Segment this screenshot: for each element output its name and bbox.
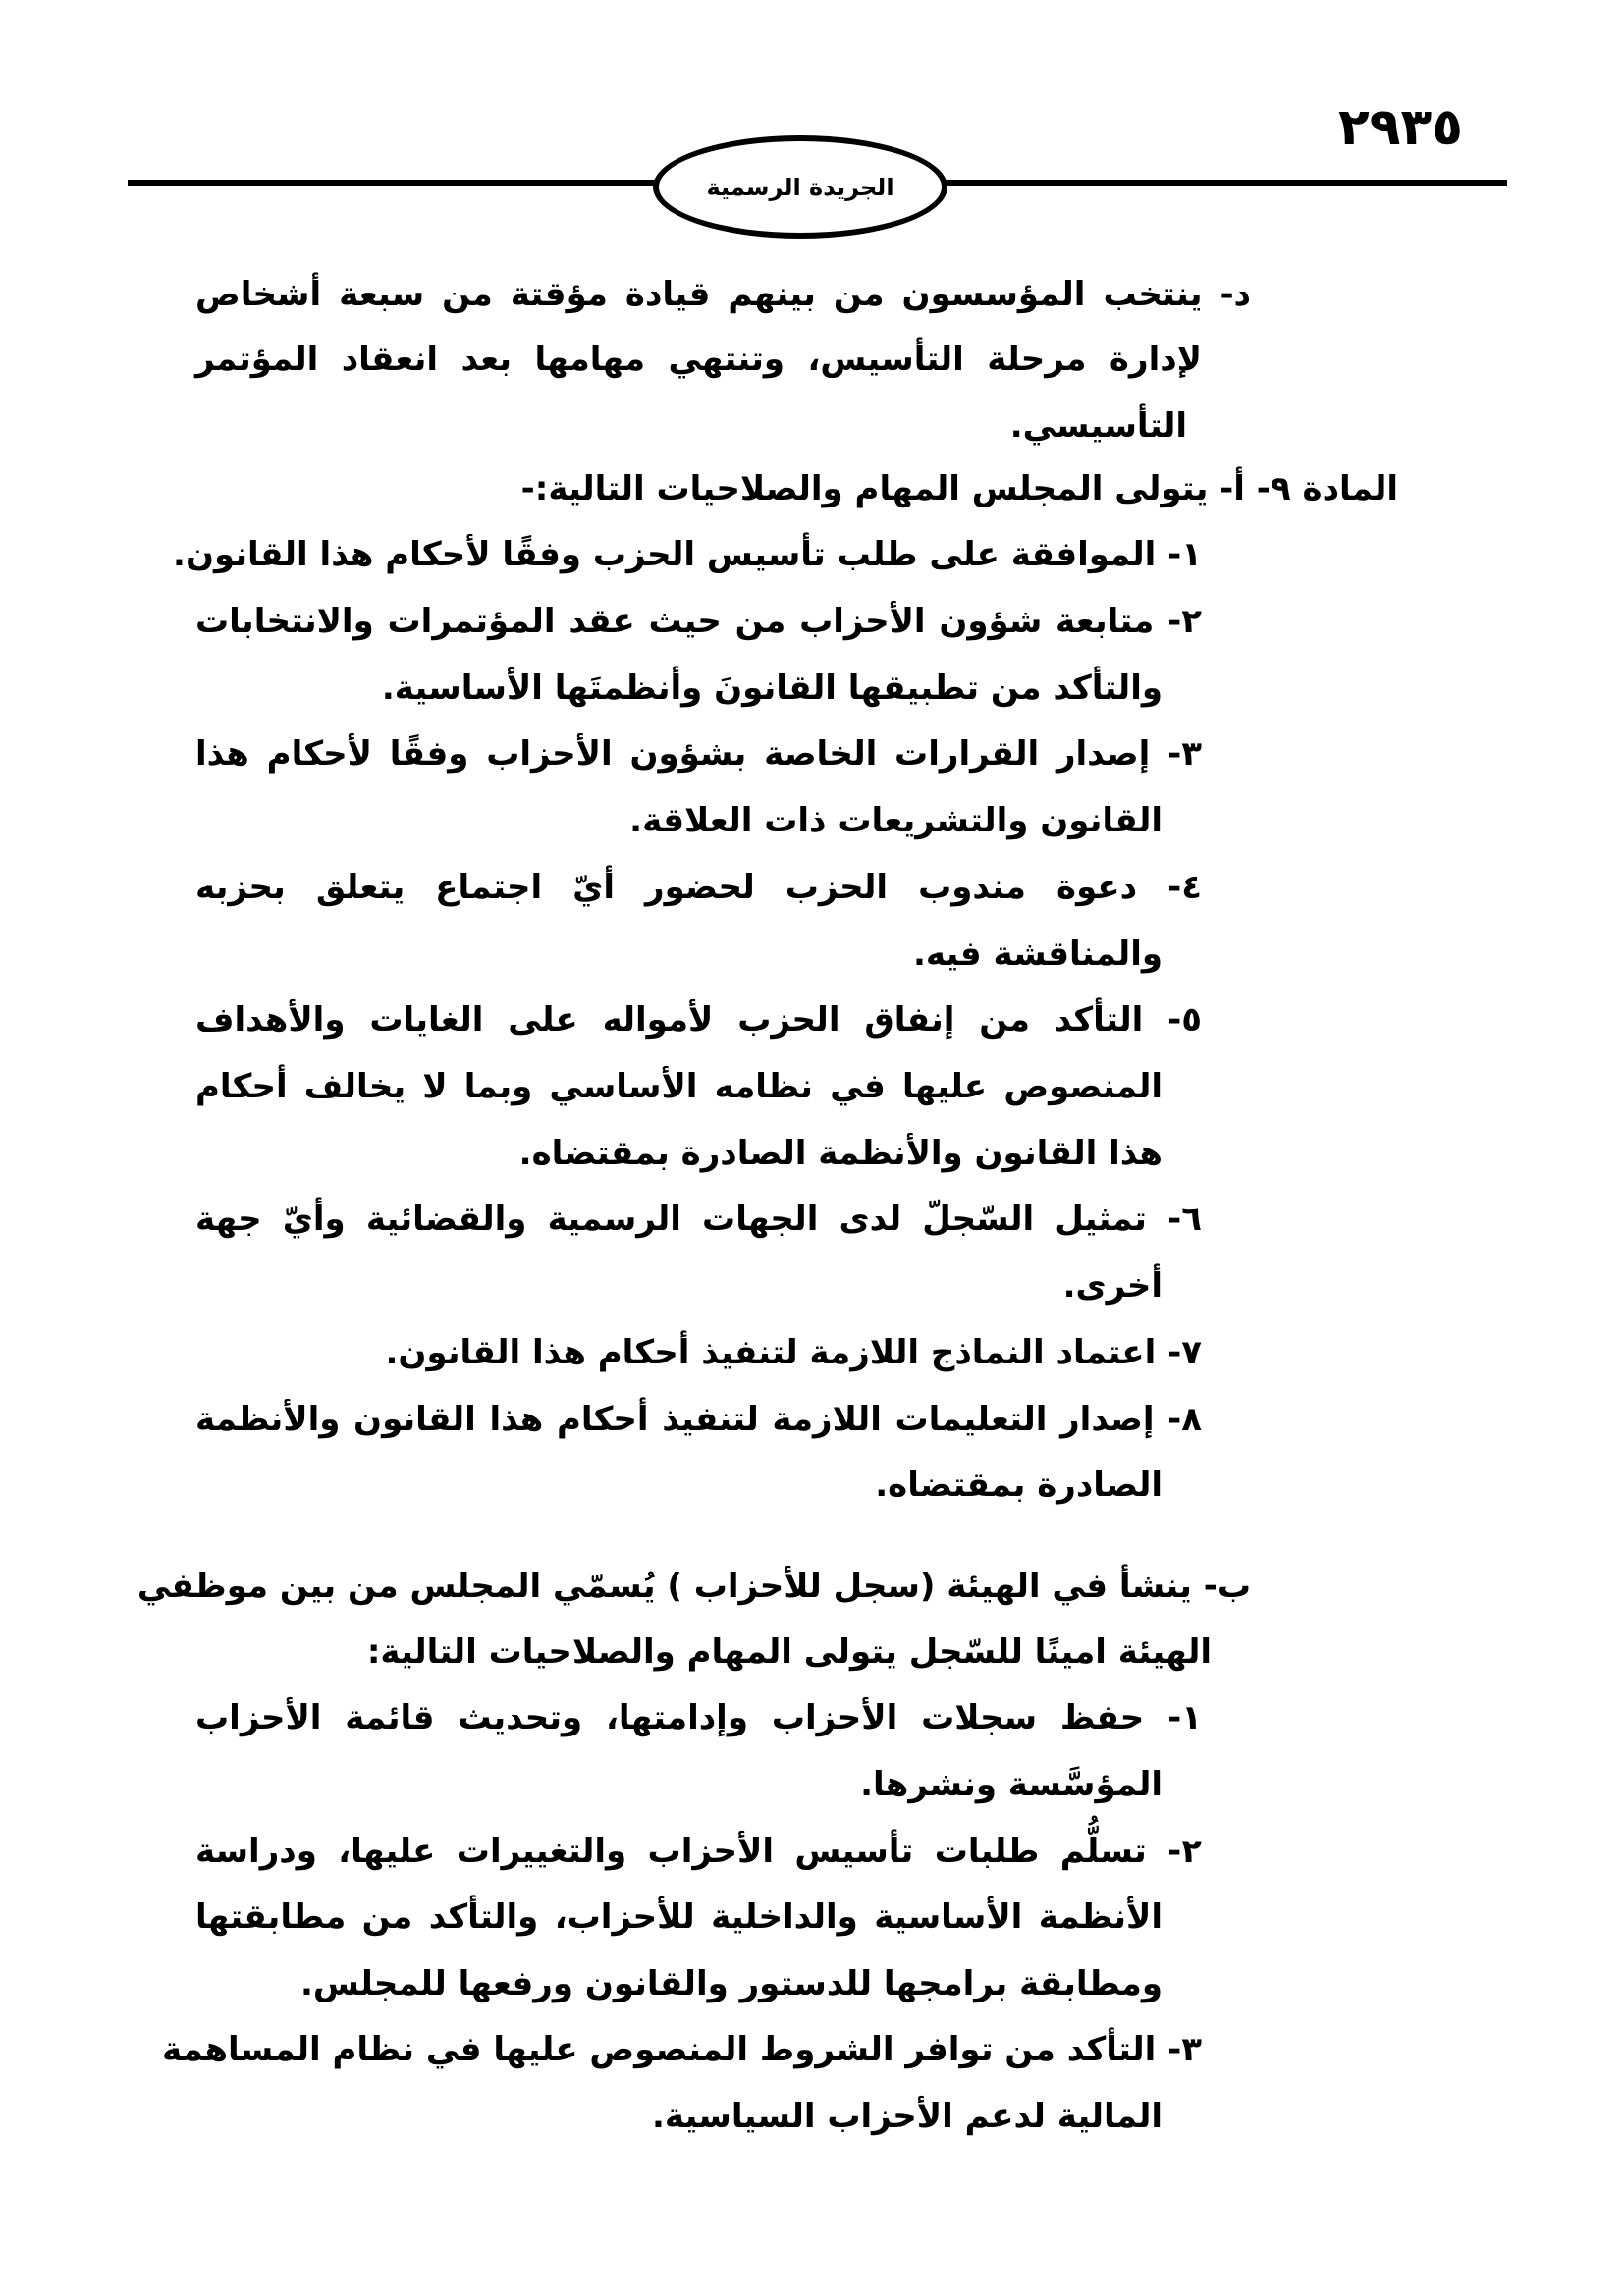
page-number: ٢٩٣٥ [1338,98,1463,157]
gazette-title: الجريدة الرسمية [706,173,894,201]
clause-d-line-3: التأسيسي. [1009,406,1187,446]
clause-d-line-2: لإدارة مرحلة التأسيس، وتنتهي مهامها بعد انعقاد المؤتمر [195,340,1202,379]
article-9-item-2-line-1: ٢- متابعة شؤون الأحزاب من حيث عقد المؤتمرات والانتخابات [195,602,1202,641]
article-9-heading: المادة ٩- أ- يتولى المجلس المهام والصلاحيات التالية:- [520,469,1398,508]
article-9-item-8-line-2: الصادرة بمقتضاه. [875,1466,1163,1505]
article-9-item-3-line-1: ٣- إصدار القرارات الخاصة بشؤون الأحزاب وفقًا لأحكام هذا [195,734,1202,774]
article-9-item-6-line-2: أخرى. [1062,1266,1163,1306]
article-9-item-3-line-2: القانون والتشريعات ذات العلاقة. [629,801,1163,840]
clause-b-item-2-line-2: الأنظمة الأساسية والداخلية للأحزاب، والتأكد من مطابقتها [195,1897,1163,1937]
article-9-item-2-line-2: والتأكد من تطبيقها القانونَ وأنظمتَها الأساسية. [381,668,1163,708]
article-9-item-5-line-1: ٥- التأكد من إنفاق الحزب لأمواله على الغايات والأهداف [195,1000,1202,1040]
article-9-item-5-line-3: هذا القانون والأنظمة الصادرة بمقتضاه. [518,1134,1163,1173]
clause-b-item-1-line-1: ١- حفظ سجلات الأحزاب وإدامتها، وتحديث قائمة الأحزاب [195,1698,1202,1737]
clause-b-item-2-line-1: ٢- تسلُّم طلبات تأسيس الأحزاب والتغييرات عليها، ودراسة [195,1832,1202,1871]
article-9-item-4-line-1: ٤- دعوة مندوب الحزب لحضور أيّ اجتماع يتعلق بحزبه [195,868,1202,907]
article-9-item-4-line-2: والمناقشة فيه. [913,934,1163,974]
article-9-item-6-line-1: ٦- تمثيل السّجلّ لدى الجهات الرسمية والقضائية وأيّ جهة [195,1200,1202,1239]
clause-b-item-3-line-2: المالية لدعم الأحزاب السياسية. [651,2097,1163,2136]
article-9-item-1-line-1: ١- الموافقة على طلب تأسيس الحزب وفقًا لأحكام هذا القانون. [173,535,1202,574]
clause-b-line-2: الهيئة امينًا للسّجل يتولى المهام والصلاحيات التالية: [366,1632,1212,1672]
clause-b-item-3-line-1: ٣- التأكد من توافر الشروط المنصوص عليها في نظام المساهمة [162,2030,1202,2069]
article-9-item-8-line-1: ٨- إصدار التعليمات اللازمة لتنفيذ أحكام هذا القانون والأنظمة [195,1400,1202,1439]
article-9-item-7-line-1: ٧- اعتماد النماذج اللازمة لتنفيذ أحكام هذا القانون. [385,1333,1202,1372]
clause-b-item-1-line-2: المؤسَّسة ونشرها. [860,1765,1163,1804]
clause-b-item-2-line-3: ومطابقة برامجها للدستور والقانون ورفعها للمجلس. [299,1964,1163,2003]
article-9-item-5-line-2: المنصوص عليها في نظامه الأساسي وبما لا يخالف أحكام [195,1067,1163,1106]
clause-b-line-1: ب- ينشأ في الهيئة (سجل للأحزاب ) يُسمّي المجلس من بين موظفي [136,1567,1251,1606]
clause-d-line-1: د- ينتخب المؤسسون من بينهم قيادة مؤقتة من سبعة أشخاص [195,275,1251,314]
